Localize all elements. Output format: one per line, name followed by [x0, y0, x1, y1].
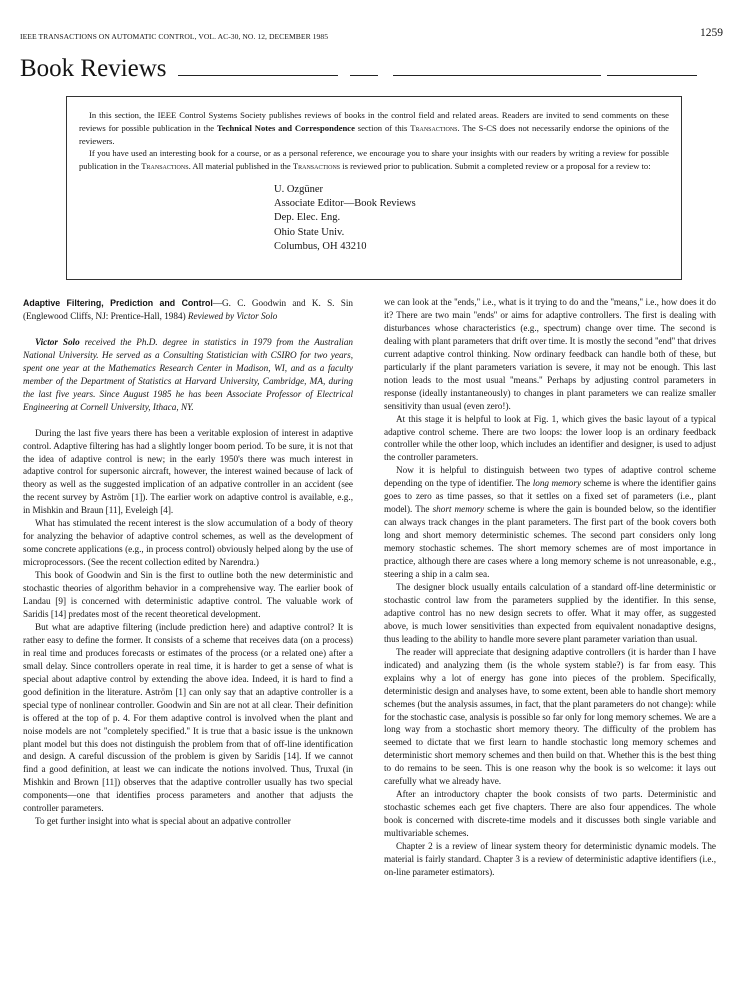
body-text: scheme is where the gain is bounded below, so the identifier can always track changes in the plant parameters. The first part of the book covers both long and short memory deterministic schemes. The second part considers only long memory stochastic schemes. The short memory schemes are of most importance in practice, although there are cases where a long memory scheme is not unreasonable, e.g., steering a ship in a calm sea. — [384, 504, 716, 580]
address-line: Associate Editor—Book Reviews — [274, 198, 416, 210]
body-paragraph: What has stimulated the recent interest is the slow accumulation of a body of theory for analyzing the behavior of adaptive control schemes, as well as the development of some concrete applications (e.g., in process control) obviously helped along by the use of microprocessors. (See the recent collection edited by Narendra.) — [23, 518, 353, 568]
title-rule — [178, 75, 338, 76]
section-title: Book Reviews — [20, 55, 167, 82]
body-paragraph: Chapter 2 is a review of linear system theory for deterministic dynamic models. The material is fairly standard. Chapter 3 is a review of deterministic adaptive identifiers (i.e., on-line parameter estimators). — [384, 841, 716, 877]
address-line: Dep. Elec. Eng. — [274, 212, 341, 224]
editorial-notice-box — [66, 96, 682, 280]
right-column — [384, 296, 716, 879]
reviewer-credit: Reviewed by Victor Solo — [187, 310, 278, 321]
emphasis-term: short memory — [432, 504, 485, 515]
title-rule — [607, 75, 697, 76]
left-column — [23, 297, 353, 828]
body-paragraph: But what are adaptive filtering (include prediction here) and adaptive control? It is rather easy to define the former. It consists of a scheme that receives data (on a process) in real time and produces forecasts or estimates of the process (or a related one) after a small delay. Since controllers operate in real time, it is harder to get a sense of what is special about adaptive control by extending the above idea. Indeed, it is hard to find a good definition in the literature. Aström [1] can only say that an adaptive controller is a special type of nonlinear controller. Goodwin and Sin are not at all clear. Their definition is offered at the top of p. 4. For them adaptive control is involved when the plant and noise models are not ''completely specified.'' It is true that a basic issue is the unknown plant model but this does not distinguish the problem from that of off-line identification and design. A careful discussion of the problem is given by Saridis [14]. If we cannot find a good definition, at least we can indicate the notions involved. Thus, Truxal (in Mishkin and Brown [11]) observes that the adaptive controller usually has two special components—one that identifies process parameters and another that adjusts the controller parameters. — [23, 621, 353, 814]
body-paragraph: To get further insight into what is special about an adpative controller — [35, 816, 291, 827]
reviewer-bio — [23, 336, 353, 414]
emphasis-term: long memory — [532, 478, 582, 489]
review-heading — [23, 297, 353, 323]
book-title: Adaptive Filtering, Prediction and Control — [23, 298, 213, 308]
body-text: Now it is helpful to distinguish between two types of adaptive control scheme depending on the type of identifier. The — [384, 465, 716, 489]
address-line: Ohio State Univ. — [274, 226, 345, 238]
address-line: Columbus, OH 43210 — [274, 240, 367, 252]
body-paragraph: During the last five years there has been a veritable explosion of interest in adaptive control. Adaptive filtering has had a slightly longer boom period. To be sure, it is not that the idea of adaptive control is new; in the early 1950's there was much interest in adaptive control for supersonic aircraft, however, the interest wained because of lack of theory as well as the suggested implication of an adpative controller in an accident (see the recent survey by Aström [1]). The earlier work on adaptive control is available, e.g., in Mishkin and Braun [11], Eveleigh [4]. — [23, 427, 353, 516]
editor-address — [274, 183, 669, 254]
notice-text: . All material published in the — [188, 161, 293, 172]
notice-text: In this section, the IEEE Control Systems Society publishes reviews of books in the control field and related areas. Readers are invited to send comments on these reviews for possible publication in the — [79, 110, 669, 133]
notice-smallcaps-text: Transactions — [292, 161, 341, 172]
body-paragraph: The reader will appreciate that designing adaptive controllers (it is harder than I have indicated) and analyzing them (is the whole system stable?) is far from easy. This explains why a lot of energy has gone into pieces of the problem. Specifically, deterministic design and analyses have, to some extent, been able to handle short memory schemes (but the analysis assumes, in fact, that the plant parameters do not change): while for the stochastic case, analysis is possible so far only for long memory schemes. We are a long way from a stochastic short memory theory. The difficulty of the problem has seemed to dictate that we first learn to handle stochastic long memory schemes and deterministic short memory schemes and then build on that. Whether this is the best thing to do remains to be seen. This is one reason why the book is so welcome: it lays out carefully what we already have. — [384, 646, 716, 787]
body-text: scheme is where the identifier gains goes to zero as time passes, so that it settles on a fixed set of parameters (i.e., plant model). The — [384, 478, 716, 515]
reviewer-name: Victor Solo — [35, 336, 80, 347]
body-paragraph: At this stage it is helpful to look at Fig. 1, which gives the basic layout of a typical adaptive control scheme. There are two loops: the lower loop is an ordinary feedback controller while the other loop, which includes an identifier and designer, is used to adjust the controller parameters. — [384, 413, 716, 463]
notice-text: section of this — [354, 122, 411, 133]
title-rule — [393, 75, 601, 76]
body-paragraph: The designer block usually entails calculation of a standard off-line deterministic or stochastic control law from the parameters supplied by the identifier. In this sense, adaptive control has no new design secrets to offer. What it may offer, as suggested above, is much lower sensitivities than expected from equivalent nonadaptive designs, thus leading to the ability to handle more severe plant parameter variation than usual. — [384, 581, 716, 644]
notice-text: is reviewed prior to publication. Submit a completed review or a proposal for a review to: — [340, 161, 651, 172]
body-paragraph: After an introductory chapter the book consists of two parts. Deterministic and stochastic schemes each get five chapters. There are also four appendices. The whole book is concerned with discrete-time models and it discusses both single variable and multivariable schemes. — [384, 789, 716, 839]
notice-bold-text: Technical Notes and Correspondence — [216, 122, 355, 133]
book-citation: —G. C. Goodwin and K. S. Sin (Englewood Cliffs, NJ: Prentice-Hall, 1984) — [23, 298, 353, 321]
notice-smallcaps-text: Transactions — [141, 161, 189, 172]
running-head: IEEE TRANSACTIONS ON AUTOMATIC CONTROL, VOL. AC-30, NO. 12, DECEMBER 1985 — [20, 32, 329, 41]
page-number: 1259 — [700, 27, 723, 39]
notice-paragraph — [79, 147, 669, 173]
body-paragraph: This book of Goodwin and Sin is the first to outline both the new deterministic and stochastic theories of algorithm behavior in a comprehensive way. The earlier book of Landau [9] is concerned with deterministic adaptive control. The valuable work of Saridis [14] predates most of the recent theoretical development. — [23, 570, 353, 619]
notice-text: If you have used an interesting book for a course, or as a personal reference, we encourage you to share your insights with our readers by writing a review for possible publication in the — [79, 148, 669, 172]
notice-paragraph — [79, 109, 669, 147]
bio-text: received the Ph.D. degree in statistics in 1979 from the Australian National University. He served as a Consulting Statistician with CSIRO for two years, spent one year at the Mathematics Research Center in Madison, WI, and as a faculty member of the Department of Statistics at Harvard University, Cambridge, MA, during the last five years. Since August 1985 he has been Associate Professor of Electrical Engineering at Cornell University, Ithaca, NY. — [23, 336, 354, 412]
body-paragraph — [384, 464, 716, 581]
address-line: U. Ozgüner — [274, 183, 323, 195]
notice-smallcaps-text: Transactions — [410, 122, 458, 133]
body-paragraph: we can look at the ''ends,'' i.e., what is it trying to do and the ''means,'' i.e., how does it do it? There are two main ''ends'' or aims for adaptive controllers. The first is dealing with disturbances whose characteristics (e.g., spectrum) change over time. The second is dealing with plant parameters that drift over time. It is mostly the second ''end'' that drives current adaptive control thinking. Now ordinary feedback can handle both of these, but particularly if the plant parameters variation is severe, it may not be enough. This last notion leads to the most usual ''means.'' Perhaps by adjusting control parameters in response (ideally instantaneously) to changes in plant parameters we can realize smaller sensitivity than usual (even zero!). — [384, 297, 716, 411]
notice-text: . The S-CS does not necessarily endorse the opinions of the reviewers. — [79, 122, 670, 146]
title-rule — [350, 75, 378, 76]
